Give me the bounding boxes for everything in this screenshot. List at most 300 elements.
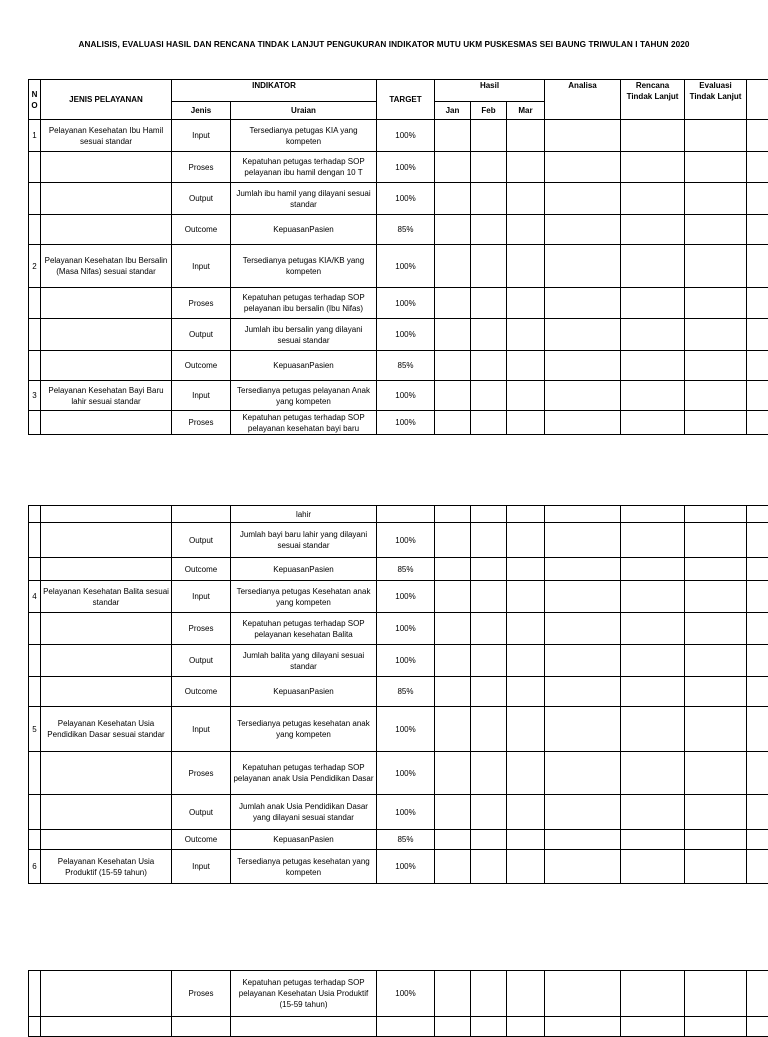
row-jenis: Input xyxy=(172,245,231,288)
row-extra xyxy=(747,411,768,435)
row-no xyxy=(29,215,41,245)
row-evaluasi xyxy=(685,795,747,830)
header-analisa: Analisa xyxy=(545,80,621,120)
row-uraian: Jumlah balita yang dilayani sesuai standar xyxy=(231,645,377,677)
row-no xyxy=(29,613,41,645)
row-jan xyxy=(435,645,471,677)
row-jenis-pelayanan: Pelayanan Kesehatan Bayi Baru lahir sesuai standar xyxy=(41,381,172,411)
row-no xyxy=(29,795,41,830)
table-row xyxy=(29,411,768,435)
row-jenis-pelayanan xyxy=(41,152,172,183)
row-mar xyxy=(507,1017,545,1037)
table-row xyxy=(29,523,768,558)
row-feb xyxy=(471,288,507,319)
row-evaluasi xyxy=(685,288,747,319)
row-analisa xyxy=(545,215,621,245)
table-row xyxy=(29,1017,768,1037)
row-jenis: Input xyxy=(172,707,231,752)
row-uraian: Kepatuhan petugas terhadap SOP pelayanan Kesehatan Usia Produktif (15-59 tahun) xyxy=(231,971,377,1017)
row-jenis: Input xyxy=(172,381,231,411)
row-jenis-pelayanan xyxy=(41,506,172,523)
row-analisa xyxy=(545,381,621,411)
row-jenis: Outcome xyxy=(172,215,231,245)
row-target: 100% xyxy=(377,707,435,752)
row-evaluasi xyxy=(685,523,747,558)
row-evaluasi xyxy=(685,707,747,752)
row-jenis: Output xyxy=(172,183,231,215)
row-extra xyxy=(747,795,768,830)
row-rencana xyxy=(621,183,685,215)
row-jan xyxy=(435,613,471,645)
row-rencana xyxy=(621,411,685,435)
header-indikator: INDIKATOR xyxy=(172,80,377,102)
row-jan xyxy=(435,245,471,288)
row-analisa xyxy=(545,523,621,558)
row-feb xyxy=(471,381,507,411)
row-jan xyxy=(435,319,471,351)
row-feb xyxy=(471,1017,507,1037)
row-rencana xyxy=(621,971,685,1017)
row-analisa xyxy=(545,411,621,435)
row-no xyxy=(29,677,41,707)
row-feb xyxy=(471,971,507,1017)
row-uraian: KepuasanPasien xyxy=(231,677,377,707)
row-analisa xyxy=(545,558,621,581)
row-jenis-pelayanan: Pelayanan Kesehatan Balita sesuai standar xyxy=(41,581,172,613)
row-uraian: Kepatuhan petugas terhadap SOP pelayanan ibu bersalin (Ibu Nifas) xyxy=(231,288,377,319)
row-no xyxy=(29,152,41,183)
row-rencana xyxy=(621,613,685,645)
row-analisa xyxy=(545,581,621,613)
row-evaluasi xyxy=(685,319,747,351)
row-feb xyxy=(471,581,507,613)
row-uraian xyxy=(231,1017,377,1037)
row-evaluasi xyxy=(685,850,747,884)
row-extra xyxy=(747,506,768,523)
indicator-table-page-3 xyxy=(28,970,768,1037)
row-no: 4 xyxy=(29,581,41,613)
row-feb xyxy=(471,351,507,381)
header-target: TARGET xyxy=(377,80,435,120)
table-row xyxy=(29,645,768,677)
row-extra xyxy=(747,215,768,245)
row-feb xyxy=(471,752,507,795)
row-jan xyxy=(435,707,471,752)
row-rencana xyxy=(621,645,685,677)
row-target: 85% xyxy=(377,215,435,245)
row-target: 100% xyxy=(377,795,435,830)
table-row xyxy=(29,795,768,830)
row-mar xyxy=(507,830,545,850)
table-row xyxy=(29,120,768,152)
row-extra xyxy=(747,120,768,152)
row-mar xyxy=(507,215,545,245)
row-target: 100% xyxy=(377,183,435,215)
row-target: 100% xyxy=(377,645,435,677)
row-jan xyxy=(435,288,471,319)
indicator-table-page-2 xyxy=(28,505,768,884)
row-evaluasi xyxy=(685,411,747,435)
row-rencana xyxy=(621,319,685,351)
table-row xyxy=(29,850,768,884)
document-title: ANALISIS, EVALUASI HASIL DAN RENCANA TINDAK LANJUT PENGUKURAN INDIKATOR MUTU UKM PUSKESMAS SEI BAUNG TRIWULAN I TAHUN 2020 xyxy=(0,40,768,49)
row-jan xyxy=(435,581,471,613)
row-target xyxy=(377,506,435,523)
row-jenis: Proses xyxy=(172,752,231,795)
row-no xyxy=(29,411,41,435)
row-extra xyxy=(747,523,768,558)
row-rencana xyxy=(621,351,685,381)
row-analisa xyxy=(545,319,621,351)
table-row xyxy=(29,381,768,411)
row-jenis-pelayanan: Pelayanan Kesehatan Ibu Bersalin (Masa Nifas) sesuai standar xyxy=(41,245,172,288)
row-mar xyxy=(507,411,545,435)
row-uraian: lahir xyxy=(231,506,377,523)
row-uraian: Kepatuhan petugas terhadap SOP pelayanan ibu hamil dengan 10 T xyxy=(231,152,377,183)
row-uraian: Tersedianya petugas Kesehatan anak yang kompeten xyxy=(231,581,377,613)
row-rencana xyxy=(621,707,685,752)
row-target: 100% xyxy=(377,152,435,183)
row-mar xyxy=(507,707,545,752)
row-jenis: Proses xyxy=(172,411,231,435)
row-evaluasi xyxy=(685,120,747,152)
row-uraian: KepuasanPasien xyxy=(231,351,377,381)
row-uraian: Jumlah bayi baru lahir yang dilayani sesuai standar xyxy=(231,523,377,558)
row-target: 100% xyxy=(377,523,435,558)
row-uraian: Kepatuhan petugas terhadap SOP pelayanan kesehatan bayi baru xyxy=(231,411,377,435)
row-extra xyxy=(747,971,768,1017)
table-row xyxy=(29,613,768,645)
row-mar xyxy=(507,120,545,152)
row-jenis-pelayanan: Pelayanan Kesehatan Usia Pendidikan Dasar sesuai standar xyxy=(41,707,172,752)
row-rencana xyxy=(621,506,685,523)
row-jan xyxy=(435,677,471,707)
table-row xyxy=(29,215,768,245)
row-feb xyxy=(471,319,507,351)
row-jenis-pelayanan xyxy=(41,319,172,351)
row-analisa xyxy=(545,120,621,152)
row-rencana xyxy=(621,850,685,884)
table-row xyxy=(29,351,768,381)
row-extra xyxy=(747,850,768,884)
row-extra xyxy=(747,613,768,645)
row-analisa xyxy=(545,971,621,1017)
header-feb: Feb xyxy=(471,102,507,120)
row-analisa xyxy=(545,613,621,645)
row-extra xyxy=(747,677,768,707)
row-extra xyxy=(747,581,768,613)
row-jenis-pelayanan xyxy=(41,215,172,245)
row-no xyxy=(29,523,41,558)
header-hasil: Hasil xyxy=(435,80,545,102)
table-row xyxy=(29,707,768,752)
row-feb xyxy=(471,411,507,435)
row-jenis: Output xyxy=(172,319,231,351)
row-analisa xyxy=(545,351,621,381)
header-no: N O xyxy=(29,80,41,120)
row-extra xyxy=(747,351,768,381)
header-uraian: Uraian xyxy=(231,102,377,120)
row-uraian: Tersedianya petugas KIA yang kompeten xyxy=(231,120,377,152)
row-feb xyxy=(471,645,507,677)
row-rencana xyxy=(621,215,685,245)
row-evaluasi xyxy=(685,971,747,1017)
row-mar xyxy=(507,152,545,183)
row-jenis: Input xyxy=(172,120,231,152)
row-no: 6 xyxy=(29,850,41,884)
row-jenis-pelayanan xyxy=(41,523,172,558)
row-jenis-pelayanan xyxy=(41,752,172,795)
row-no xyxy=(29,558,41,581)
header-rencana: Rencana Tindak Lanjut xyxy=(621,80,685,120)
table-row xyxy=(29,506,768,523)
row-evaluasi xyxy=(685,677,747,707)
row-target: 85% xyxy=(377,351,435,381)
row-feb xyxy=(471,152,507,183)
row-analisa xyxy=(545,850,621,884)
row-target: 85% xyxy=(377,830,435,850)
row-jenis-pelayanan xyxy=(41,795,172,830)
header-mar: Mar xyxy=(507,102,545,120)
row-rencana xyxy=(621,381,685,411)
row-evaluasi xyxy=(685,506,747,523)
row-extra xyxy=(747,319,768,351)
header-jenis: Jenis xyxy=(172,102,231,120)
row-uraian: KepuasanPasien xyxy=(231,558,377,581)
row-rencana xyxy=(621,1017,685,1037)
row-jan xyxy=(435,506,471,523)
row-jan xyxy=(435,351,471,381)
row-analisa xyxy=(545,830,621,850)
row-target xyxy=(377,1017,435,1037)
row-mar xyxy=(507,183,545,215)
row-uraian: Tersedianya petugas pelayanan Anak yang kompeten xyxy=(231,381,377,411)
row-mar xyxy=(507,645,545,677)
row-uraian: Tersedianya petugas kesehatan yang kompeten xyxy=(231,850,377,884)
row-analisa xyxy=(545,183,621,215)
row-jenis-pelayanan xyxy=(41,645,172,677)
row-jenis-pelayanan xyxy=(41,677,172,707)
row-target: 100% xyxy=(377,850,435,884)
row-mar xyxy=(507,288,545,319)
row-extra xyxy=(747,830,768,850)
row-jan xyxy=(435,152,471,183)
row-evaluasi xyxy=(685,558,747,581)
table-row xyxy=(29,288,768,319)
row-mar xyxy=(507,351,545,381)
table-row xyxy=(29,830,768,850)
row-target: 100% xyxy=(377,288,435,319)
row-rencana xyxy=(621,795,685,830)
row-target: 100% xyxy=(377,120,435,152)
row-target: 85% xyxy=(377,677,435,707)
row-jan xyxy=(435,752,471,795)
row-jenis-pelayanan: Pelayanan Kesehatan Ibu Hamil sesuai standar xyxy=(41,120,172,152)
header-jan: Jan xyxy=(435,102,471,120)
row-no: 3 xyxy=(29,381,41,411)
row-mar xyxy=(507,506,545,523)
row-rencana xyxy=(621,677,685,707)
indicator-table-page-1 xyxy=(28,79,768,435)
row-mar xyxy=(507,795,545,830)
row-feb xyxy=(471,183,507,215)
row-feb xyxy=(471,120,507,152)
row-jan xyxy=(435,850,471,884)
row-feb xyxy=(471,245,507,288)
row-jenis: Outcome xyxy=(172,677,231,707)
row-feb xyxy=(471,850,507,884)
row-jenis-pelayanan xyxy=(41,830,172,850)
row-uraian: KepuasanPasien xyxy=(231,215,377,245)
row-uraian: Jumlah anak Usia Pendidikan Dasar yang dilayani sesuai standar xyxy=(231,795,377,830)
row-jan xyxy=(435,558,471,581)
row-no xyxy=(29,645,41,677)
row-evaluasi xyxy=(685,613,747,645)
row-jenis: Outcome xyxy=(172,558,231,581)
row-analisa xyxy=(545,677,621,707)
row-extra xyxy=(747,183,768,215)
row-rencana xyxy=(621,581,685,613)
row-evaluasi xyxy=(685,752,747,795)
row-jan xyxy=(435,411,471,435)
row-rencana xyxy=(621,830,685,850)
table-row xyxy=(29,752,768,795)
table-row xyxy=(29,581,768,613)
row-extra xyxy=(747,245,768,288)
row-evaluasi xyxy=(685,351,747,381)
row-jenis xyxy=(172,1017,231,1037)
row-no xyxy=(29,830,41,850)
row-extra xyxy=(747,558,768,581)
row-jan xyxy=(435,1017,471,1037)
row-uraian: Jumlah ibu hamil yang dilayani sesuai standar xyxy=(231,183,377,215)
row-target: 85% xyxy=(377,558,435,581)
row-extra xyxy=(747,752,768,795)
row-extra xyxy=(747,381,768,411)
row-jan xyxy=(435,215,471,245)
row-jan xyxy=(435,381,471,411)
row-mar xyxy=(507,523,545,558)
row-jenis: Proses xyxy=(172,613,231,645)
row-mar xyxy=(507,558,545,581)
row-jan xyxy=(435,120,471,152)
row-jenis-pelayanan xyxy=(41,351,172,381)
row-jenis: Output xyxy=(172,523,231,558)
row-uraian: Tersedianya petugas KIA/KB yang kompeten xyxy=(231,245,377,288)
row-mar xyxy=(507,752,545,795)
row-rencana xyxy=(621,120,685,152)
table-row xyxy=(29,183,768,215)
header-extra xyxy=(747,80,768,120)
row-jenis: Outcome xyxy=(172,351,231,381)
row-jenis: Proses xyxy=(172,288,231,319)
row-jenis-pelayanan: Pelayanan Kesehatan Usia Produktif (15-59 tahun) xyxy=(41,850,172,884)
row-analisa xyxy=(545,1017,621,1037)
row-jenis xyxy=(172,506,231,523)
header-evaluasi: Evaluasi Tindak Lanjut xyxy=(685,80,747,120)
row-no xyxy=(29,288,41,319)
row-analisa xyxy=(545,707,621,752)
row-uraian: Jumlah ibu bersalin yang dilayani sesuai standar xyxy=(231,319,377,351)
row-jenis: Input xyxy=(172,581,231,613)
row-jan xyxy=(435,523,471,558)
row-uraian: Kepatuhan petugas terhadap SOP pelayanan anak Usia Pendidikan Dasar xyxy=(231,752,377,795)
row-jan xyxy=(435,795,471,830)
row-feb xyxy=(471,707,507,752)
row-evaluasi xyxy=(685,645,747,677)
row-analisa xyxy=(545,152,621,183)
row-mar xyxy=(507,319,545,351)
row-no: 2 xyxy=(29,245,41,288)
header-jenis-pelayanan: JENIS PELAYANAN xyxy=(41,80,172,120)
row-evaluasi xyxy=(685,581,747,613)
row-extra xyxy=(747,645,768,677)
row-analisa xyxy=(545,752,621,795)
table-row xyxy=(29,971,768,1017)
row-uraian: Tersedianya petugas kesehatan anak yang kompeten xyxy=(231,707,377,752)
table-row xyxy=(29,319,768,351)
table-row xyxy=(29,677,768,707)
table-row xyxy=(29,152,768,183)
row-no xyxy=(29,752,41,795)
row-extra xyxy=(747,1017,768,1037)
row-rencana xyxy=(621,288,685,319)
row-no xyxy=(29,971,41,1017)
row-no xyxy=(29,183,41,215)
row-rencana xyxy=(621,152,685,183)
row-jenis: Proses xyxy=(172,152,231,183)
row-jan xyxy=(435,183,471,215)
row-jenis: Outcome xyxy=(172,830,231,850)
row-no: 1 xyxy=(29,120,41,152)
row-feb xyxy=(471,506,507,523)
row-no xyxy=(29,319,41,351)
row-jenis-pelayanan xyxy=(41,558,172,581)
row-extra xyxy=(747,707,768,752)
row-rencana xyxy=(621,245,685,288)
row-evaluasi xyxy=(685,1017,747,1037)
row-feb xyxy=(471,523,507,558)
row-jenis-pelayanan xyxy=(41,288,172,319)
row-rencana xyxy=(621,558,685,581)
row-jenis: Proses xyxy=(172,971,231,1017)
row-analisa xyxy=(545,245,621,288)
row-no xyxy=(29,351,41,381)
row-feb xyxy=(471,558,507,581)
row-analisa xyxy=(545,645,621,677)
table-row xyxy=(29,245,768,288)
row-rencana xyxy=(621,523,685,558)
row-mar xyxy=(507,581,545,613)
row-analisa xyxy=(545,506,621,523)
row-mar xyxy=(507,971,545,1017)
row-jenis-pelayanan xyxy=(41,183,172,215)
row-jenis: Output xyxy=(172,645,231,677)
row-mar xyxy=(507,381,545,411)
row-feb xyxy=(471,830,507,850)
row-extra xyxy=(747,288,768,319)
row-target: 100% xyxy=(377,581,435,613)
row-no: 5 xyxy=(29,707,41,752)
row-target: 100% xyxy=(377,971,435,1017)
row-evaluasi xyxy=(685,381,747,411)
row-mar xyxy=(507,245,545,288)
row-analisa xyxy=(545,288,621,319)
row-feb xyxy=(471,215,507,245)
row-uraian: KepuasanPasien xyxy=(231,830,377,850)
row-feb xyxy=(471,795,507,830)
row-jenis-pelayanan xyxy=(41,971,172,1017)
